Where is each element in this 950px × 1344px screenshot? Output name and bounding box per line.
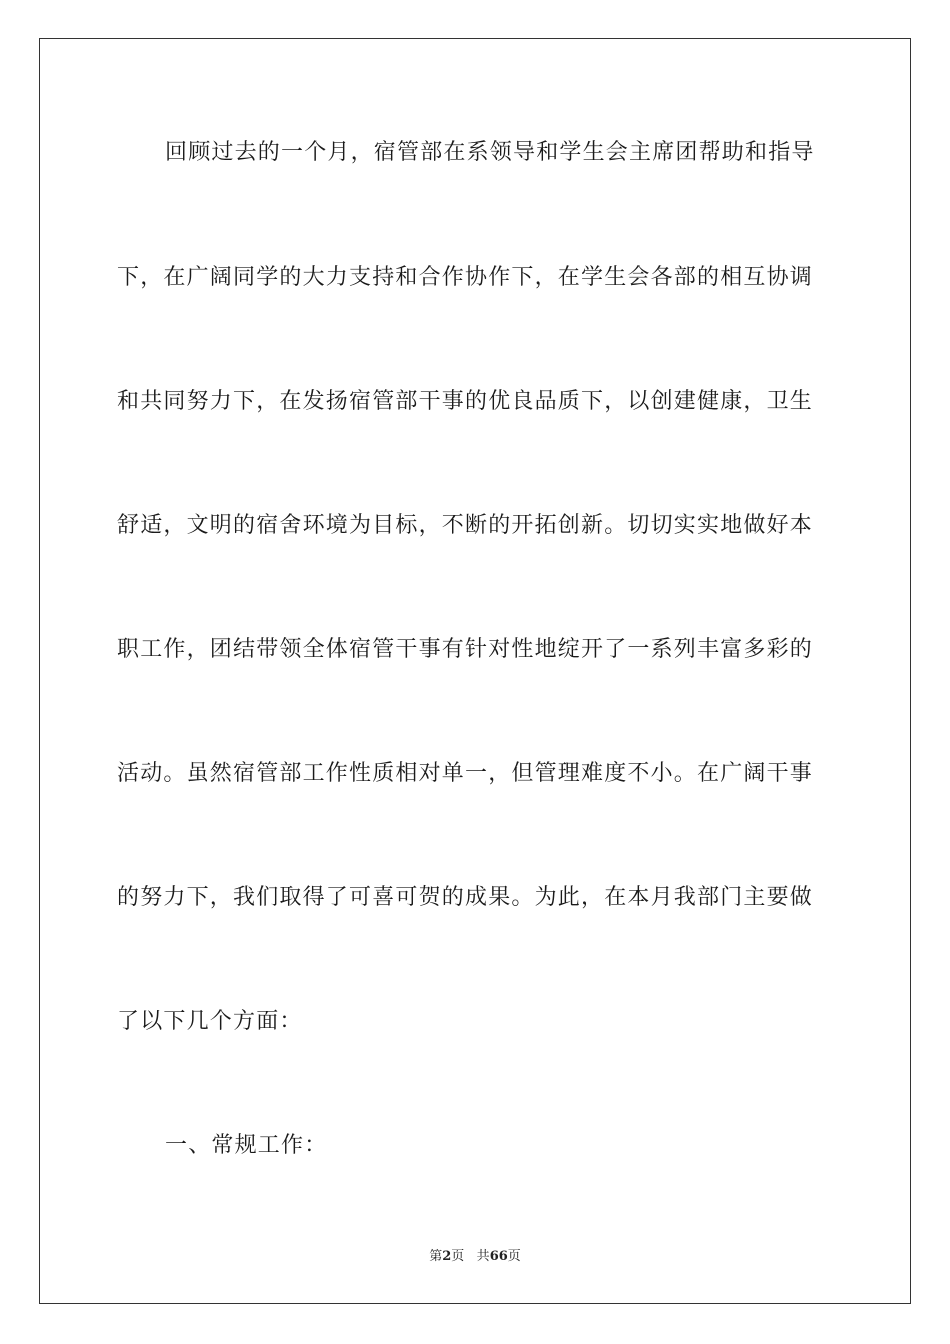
total-prefix: 共 [476,1249,490,1264]
page-border [39,38,911,1304]
section-heading: 一、常规工作： [165,1133,328,1158]
paragraph-line: 下，在广阔同学的大力支持和合作协作下，在学生会各部的相互协调 [117,265,814,290]
paragraph-line: 的努力下，我们取得了可喜可贺的成果。为此，在本月我部门主要做 [117,885,814,910]
paragraph-line: 了以下几个方面： [117,1009,303,1034]
current-page-number: 2 [442,1249,452,1264]
paragraph-line: 活动。虽然宿管部工作性质相对单一，但管理难度不小。在广阔干事 [117,761,814,786]
paragraph-line: 舒适，文明的宿舍环境为目标，不断的开拓创新。切切实实地做好本 [117,513,814,538]
page-prefix: 第 [429,1249,443,1264]
page-unit: 页 [451,1249,465,1264]
paragraph-line: 回顾过去的一个月，宿管部在系领导和学生会主席团帮助和指导 [165,140,815,165]
total-unit: 页 [507,1249,521,1264]
page-number-footer [0,1248,950,1266]
paragraph-line: 和共同努力下，在发扬宿管部干事的优良品质下，以创建健康，卫生 [117,389,814,414]
total-page-count: 66 [489,1249,508,1264]
paragraph-line: 职工作，团结带领全体宿管干事有针对性地绽开了一系列丰富多彩的 [117,637,814,662]
